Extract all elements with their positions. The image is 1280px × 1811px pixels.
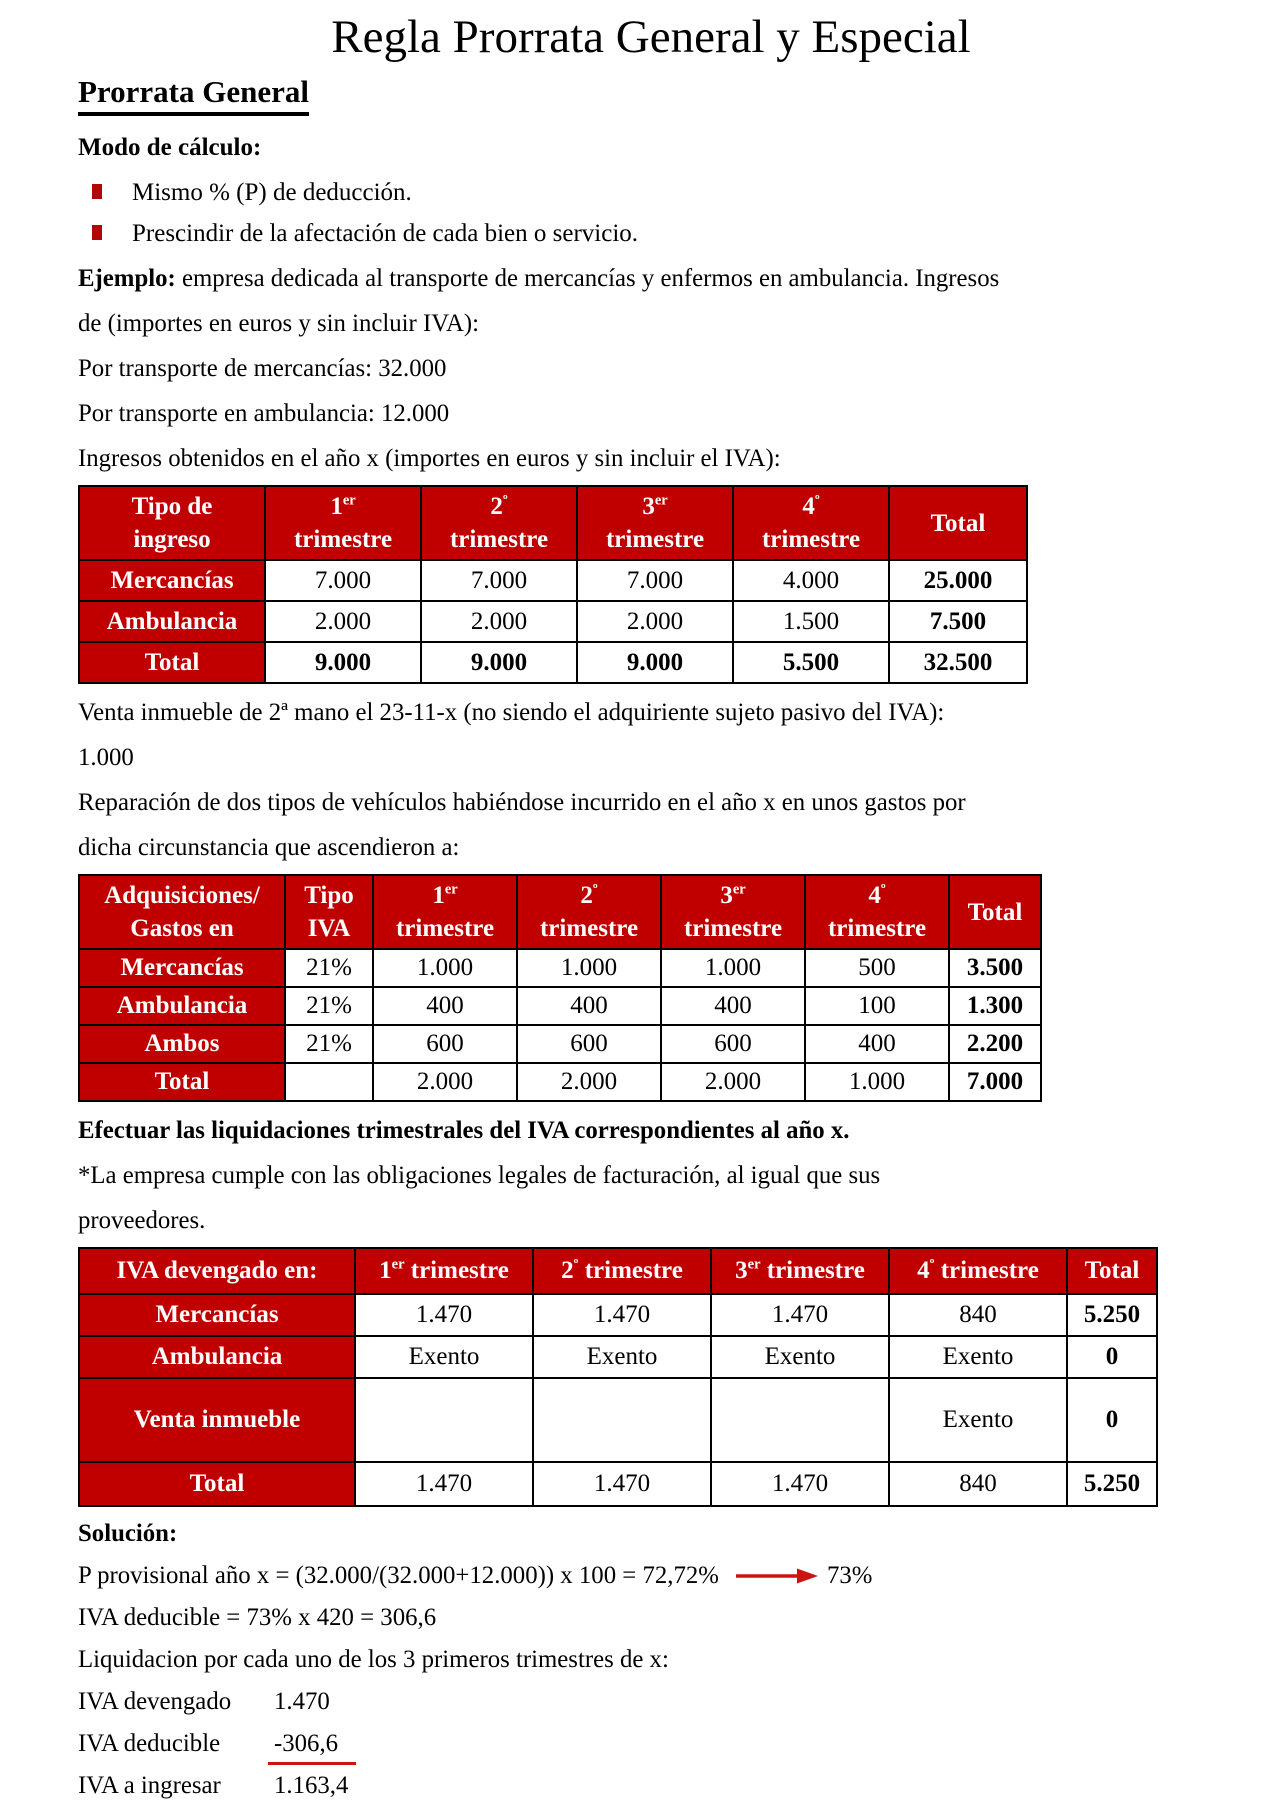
section-heading-wrap (78, 74, 1224, 116)
cell-total: 25.000 (889, 560, 1027, 601)
note-line: *La empresa cumple con las obligaciones legales de facturación, al igual que sus (78, 1162, 881, 1189)
table-row-total (79, 642, 1027, 683)
cell-total: 7.500 (889, 601, 1027, 642)
iva-deducible-line: IVA deducible = 73% x 420 = 306,6 (78, 1604, 437, 1631)
row-label: Ambulancia (79, 601, 265, 642)
repair-line: Reparación de dos tipos de vehículos habiéndose incurrido en el año x en unos gastos por (78, 789, 966, 816)
cell-total: 32.500 (889, 642, 1027, 683)
cell: 2.000 (421, 601, 577, 642)
iva-devengado-table (78, 1247, 1158, 1507)
bullet-square-icon (92, 184, 102, 199)
cell: 1.000 (373, 949, 517, 987)
row-label: Total (79, 642, 265, 683)
cell: 2.000 (577, 601, 733, 642)
cell-tipo-iva: 21% (285, 1025, 373, 1063)
solution-block (78, 1513, 1224, 1807)
cell: 1.000 (805, 1063, 949, 1101)
cell: 1.470 (533, 1462, 711, 1506)
example-paragraph (78, 256, 1224, 481)
row-label: Ambulancia (79, 1336, 355, 1378)
t3-header-q4: $4^º$ trimestre (889, 1248, 1067, 1294)
cell: 400 (661, 987, 805, 1025)
cell: 7.000 (265, 560, 421, 601)
cell (711, 1378, 889, 1462)
cell: 9.000 (265, 642, 421, 683)
cell: 5.500 (733, 642, 889, 683)
cell: 600 (517, 1025, 661, 1063)
row-label: Ambulancia (79, 987, 285, 1025)
t1-header-q4: $4^º$ trimestre (733, 486, 889, 560)
cell-total: 3.500 (949, 949, 1041, 987)
example-line: empresa dedicada al transporte de mercancías y enfermos en ambulancia. Ingresos (182, 265, 1000, 292)
calc-heading: Modo de cálculo: (78, 134, 262, 161)
t1-header-total: Total (889, 486, 1027, 560)
cell: 400 (373, 987, 517, 1025)
solution-item-value: 1.163,4 (274, 1772, 349, 1799)
cell: 1.000 (661, 949, 805, 987)
cell-total: 5.250 (1067, 1462, 1157, 1506)
t2-header-adquisiciones: Adquisiciones/ Gastos en (79, 875, 285, 949)
cell: Exento (533, 1336, 711, 1378)
cell: 2.000 (265, 601, 421, 642)
t1-header-q1: 1er trimestre (265, 486, 421, 560)
cell: 9.000 (577, 642, 733, 683)
cell: 1.470 (355, 1462, 533, 1506)
cell: 1.470 (533, 1294, 711, 1336)
solution-heading: Solución: (78, 1520, 178, 1547)
cell (533, 1378, 711, 1462)
note-line: proveedores. (78, 1207, 206, 1234)
t2-header-q1: 1er trimestre (373, 875, 517, 949)
example-line: de (importes en euros y sin incluir IVA): (78, 310, 480, 337)
section-heading: Prorrata General (78, 74, 309, 116)
sale-line: Venta inmueble de 2ª mano el 23-11-x (no siendo el adquiriente sujeto pasivo del IVA): (78, 699, 945, 726)
t3-header-label: IVA devengado en: (79, 1248, 355, 1294)
solution-item-value: 1.470 (274, 1688, 330, 1715)
table-row-total (79, 1462, 1157, 1506)
cell: Exento (889, 1378, 1067, 1462)
repair-line: dicha circunstancia que ascendieron a: (78, 834, 460, 861)
table-row (79, 1336, 1157, 1378)
p-provisional-line (78, 1555, 1224, 1597)
table-row (79, 601, 1027, 642)
liquidation-line: Liquidacion por cada uno de los 3 primeros trimestres de x: (78, 1646, 669, 1673)
t3-header-q1: 1er trimestre (355, 1248, 533, 1294)
solution-item (78, 1723, 1224, 1765)
cell: 600 (373, 1025, 517, 1063)
cell: Exento (355, 1336, 533, 1378)
solution-item (78, 1681, 1224, 1723)
cell: 500 (805, 949, 949, 987)
t2-header-total: Total (949, 875, 1041, 949)
cell-total: 5.250 (1067, 1294, 1157, 1336)
cell: 9.000 (421, 642, 577, 683)
cell: 7.000 (577, 560, 733, 601)
t3-header-total: Total (1067, 1248, 1157, 1294)
table-header-row (79, 1248, 1157, 1294)
cell: 840 (889, 1462, 1067, 1506)
t2-header-q4: $4^º$ trimestre (805, 875, 949, 949)
row-label: Ambos (79, 1025, 285, 1063)
list-item (92, 213, 1224, 254)
table-row-total (79, 1063, 1041, 1101)
cell: 600 (661, 1025, 805, 1063)
p-provisional-text: P provisional año x = (32.000/(32.000+12.000)) x 100 = 72,72% (78, 1562, 719, 1589)
row-label: Venta inmueble (79, 1378, 355, 1462)
cell: 1.470 (711, 1462, 889, 1506)
t3-header-q2: $2^º$ trimestre (533, 1248, 711, 1294)
solution-item (78, 1765, 1224, 1807)
table-row (79, 560, 1027, 601)
table-header-row (79, 486, 1027, 560)
row-label: Total (79, 1063, 285, 1101)
cell: 840 (889, 1294, 1067, 1336)
example-label: Ejemplo: (78, 265, 176, 292)
page-title: Regla Prorrata General y Especial (331, 11, 971, 63)
table-row (79, 1294, 1157, 1336)
expenses-table (78, 874, 1042, 1102)
cell: 1.470 (355, 1294, 533, 1336)
cell-tipo-iva: 21% (285, 987, 373, 1025)
arrow-right-icon (735, 1568, 819, 1584)
cell-total: 1.300 (949, 987, 1041, 1025)
task-line: Efectuar las liquidaciones trimestrales del IVA correspondientes al año x. (78, 1117, 850, 1144)
row-label: Mercancías (79, 1294, 355, 1336)
t2-header-tipo-iva: Tipo IVA (285, 875, 373, 949)
sale-line: 1.000 (78, 744, 134, 771)
cell: 4.000 (733, 560, 889, 601)
row-label: Mercancías (79, 560, 265, 601)
cell: 400 (517, 987, 661, 1025)
t1-header-q3: 3er trimestre (577, 486, 733, 560)
cell-total: 0 (1067, 1378, 1157, 1462)
t3-header-q3: 3er trimestre (711, 1248, 889, 1294)
income-table (78, 485, 1028, 684)
table-row (79, 1378, 1157, 1462)
cell-total: 2.200 (949, 1025, 1041, 1063)
cell-total: 0 (1067, 1336, 1157, 1378)
cell: 2.000 (517, 1063, 661, 1101)
solution-item-label: IVA a ingresar (78, 1772, 221, 1799)
row-label: Total (79, 1462, 355, 1506)
sale-note (78, 690, 1224, 870)
table-row (79, 949, 1041, 987)
solution-item-label: IVA deducible (78, 1730, 221, 1757)
p-rounded-value: 73% (826, 1562, 873, 1589)
cell-tipo-iva (285, 1063, 373, 1101)
task-paragraph (78, 1108, 1224, 1243)
income-line: Por transporte en ambulancia: 12.000 (78, 400, 450, 427)
cell: 400 (805, 1025, 949, 1063)
cell: 100 (805, 987, 949, 1025)
t1-header-q2: $2^º$ trimestre (421, 486, 577, 560)
t2-header-q2: $2^º$ trimestre (517, 875, 661, 949)
bullet-text: Prescindir de la afectación de cada bien o servicio. (132, 220, 639, 247)
table-header-row (79, 875, 1041, 949)
solution-item-label: IVA devengado (78, 1688, 232, 1715)
t1-header-tipo-ingreso: Tipo de ingreso (79, 486, 265, 560)
cell: 7.000 (421, 560, 577, 601)
cell-tipo-iva: 21% (285, 949, 373, 987)
table-row (79, 987, 1041, 1025)
solution-item-value-underlined: -306,6 (268, 1726, 356, 1765)
cell: 1.500 (733, 601, 889, 642)
cell: Exento (889, 1336, 1067, 1378)
cell: 1.000 (517, 949, 661, 987)
income-intro: Ingresos obtenidos en el año x (importes en euros y sin incluir el IVA): (78, 445, 781, 472)
cell: Exento (711, 1336, 889, 1378)
cell: 2.000 (373, 1063, 517, 1101)
t2-header-q3: 3er trimestre (661, 875, 805, 949)
bullet-square-icon (92, 225, 102, 240)
cell: 1.470 (711, 1294, 889, 1336)
row-label: Mercancías (79, 949, 285, 987)
list-item (92, 172, 1224, 213)
cell (355, 1378, 533, 1462)
cell-total: 7.000 (949, 1063, 1041, 1101)
cell: 2.000 (661, 1063, 805, 1101)
bullet-list (78, 172, 1224, 254)
bullet-text: Mismo % (P) de deducción. (132, 179, 412, 206)
table-row (79, 1025, 1041, 1063)
income-line: Por transporte de mercancías: 32.000 (78, 355, 447, 382)
